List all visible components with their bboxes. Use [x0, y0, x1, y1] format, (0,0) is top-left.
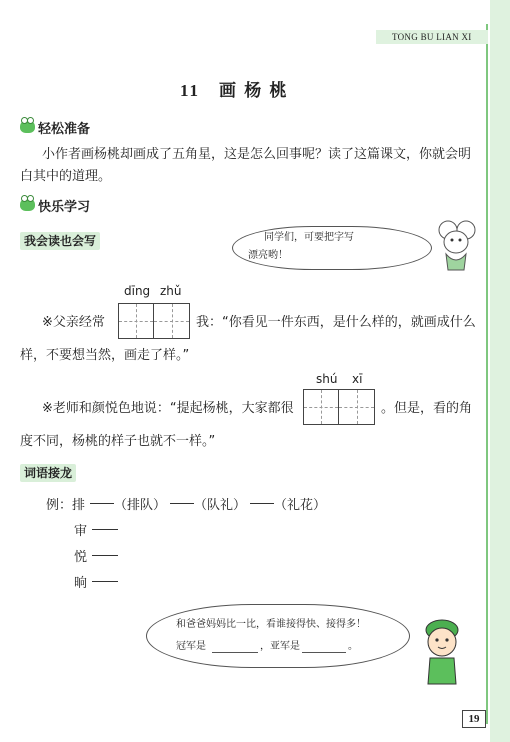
frog-icon	[20, 198, 35, 211]
item2-after: 。但是，看的角	[381, 401, 473, 416]
example-label: 例：排	[46, 497, 86, 512]
bottom-speech-bubble	[146, 604, 410, 668]
chain-dash	[90, 503, 114, 504]
section-heading-learn: 快乐学习	[38, 200, 91, 215]
chain-answer-line[interactable]	[92, 555, 118, 556]
grid-cell[interactable]	[118, 303, 154, 339]
grid-cell[interactable]	[303, 389, 339, 425]
pinyin-2a: shú	[316, 372, 338, 386]
boy-mascot-icon	[418, 612, 468, 688]
item1-line2: 样，不要想当然，画走了样。”	[20, 348, 190, 363]
item2-before: ※老师和颜悦色地说：“提起杨桃，大家都很	[42, 401, 294, 416]
chain-answer-line[interactable]	[92, 529, 118, 530]
pinyin-1a: dīng	[124, 284, 151, 298]
right-margin-band	[490, 0, 510, 742]
subsection-tag-word-chain: 词语接龙	[20, 464, 76, 482]
chain-start-3: 晌	[74, 575, 88, 590]
subsection-tag-read-write: 我会读也会写	[20, 232, 100, 250]
champion-label: 冠军是	[176, 641, 206, 652]
runner-up-label: ，亚军是	[260, 641, 300, 652]
pinyin-1b: zhǔ	[160, 284, 182, 298]
page-number: 19	[462, 710, 486, 728]
bubble-line-2: 漂亮哟！	[248, 250, 288, 261]
writing-grid-1[interactable]	[118, 303, 190, 339]
bottom-bubble-line-1: 和爸爸妈妈比一比，看谁接得快、接得多！	[176, 619, 366, 630]
bubble-line-1: 同学们，可要把字写	[264, 232, 354, 243]
item2-line2: 度不同，杨桃的样子也就不一样。”	[20, 434, 216, 449]
chain-answer-line[interactable]	[92, 581, 118, 582]
example-word-1: （排队）	[114, 497, 167, 512]
frog-icon	[20, 120, 35, 133]
intro-line-1: 小作者画杨桃却画成了五角星，这是怎么回事呢？读了这篇课文，你就会明	[42, 147, 472, 162]
bubble-end-mark: 。	[348, 641, 358, 652]
example-word-2: （队礼）	[194, 497, 247, 512]
pinyin-2b: xī	[352, 372, 363, 386]
chain-dash	[170, 503, 194, 504]
intro-line-2: 白其中的道理。	[20, 169, 112, 184]
lesson-title: 11 画 杨 桃	[180, 81, 289, 100]
item1-before: ※父亲经常	[42, 315, 105, 330]
section-heading-prepare: 轻松准备	[38, 122, 91, 137]
chain-start-1: 审	[74, 523, 88, 538]
chain-dash	[250, 503, 274, 504]
running-header: TONG BU LIAN XI	[392, 32, 472, 42]
grid-cell[interactable]	[154, 303, 190, 339]
champion-blank[interactable]	[212, 652, 258, 653]
mouse-mascot-icon	[430, 216, 480, 276]
grid-cell[interactable]	[339, 389, 375, 425]
margin-rule	[486, 24, 488, 724]
example-word-3: （礼花）	[274, 497, 327, 512]
runner-up-blank[interactable]	[302, 652, 346, 653]
item1-after: 我：“你看见一件东西，是什么样的，就画成什么	[196, 315, 476, 330]
chain-start-2: 悦	[74, 549, 88, 564]
writing-grid-2[interactable]	[303, 389, 375, 425]
